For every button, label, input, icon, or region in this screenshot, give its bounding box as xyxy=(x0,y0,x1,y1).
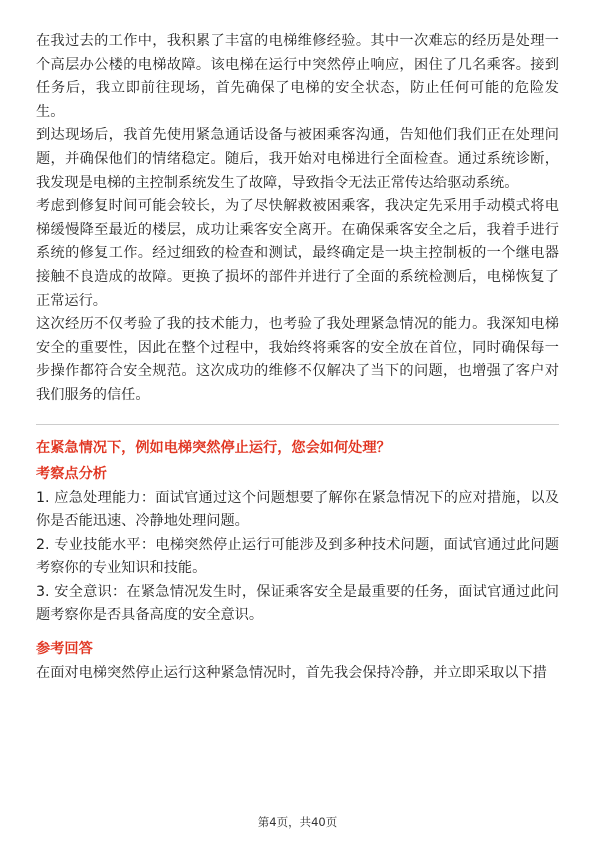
answer-text: 在面对电梯突然停止运行这种紧急情况时，首先我会保持冷静，并立即采取以下措 xyxy=(36,665,547,682)
intro-paragraph-3: 考虑到修复时间可能会较长，为了尽快解救被困乘客，我决定先采用手动模式将电梯缓慢降至最近的楼层，成功让乘客安全离开。在确保乘客安全之后，我着手进行系统的修复工作。经过细致的检查和测试，最终确定是一块主控制板的一个继电器接触不良造成的故障。更换了损坏的部件并进行了全面的系统检测后，电梯恢复了正常运行。 xyxy=(36,198,559,309)
intro-paragraph-1: 在我过去的工作中，我积累了丰富的电梯维修经验。其中一次难忘的经历是处理一个高层办公楼的电梯故障。该电梯在运行中突然停止响应，困住了几名乘客。接到任务后，我立即前往现场，首先确保了电梯的安全状态，防止任何可能的危险发生。 xyxy=(36,33,559,120)
analysis-heading: 考察点分析 xyxy=(36,465,107,482)
analysis-item-1: 1. 应急处理能力：面试官通过这个问题想要了解你在紧急情况下的应对措施，以及你是否能迅速、冷静地处理问题。 xyxy=(36,489,559,530)
intro-paragraph-4: 这次经历不仅考验了我的技术能力，也考验了我处理紧急情况的能力。我深知电梯安全的重要性，因此在整个过程中，我始终将乘客的安全放在首位，同时确保每一步操作都符合安全规范。这次成功的维修不仅解决了当下的问题，也增强了客户对我们服务的信任。 xyxy=(36,316,559,403)
interview-question: 在紧急情况下，例如电梯突然停止运行，您会如何处理？ xyxy=(36,439,391,456)
analysis-item-3: 3. 安全意识：在紧急情况发生时，保证乘客安全是最重要的任务，面试官通过此问题考察你是否具备高度的安全意识。 xyxy=(36,583,559,624)
page-footer: 第4页，共40页 xyxy=(257,815,338,829)
document-page xyxy=(36,30,559,686)
answer-heading: 参考回答 xyxy=(36,641,93,658)
intro-paragraph-2: 到达现场后，我首先使用紧急通话设备与被困乘客沟通，告知他们我们正在处理问题，并确保他们的情绪稳定。随后，我开始对电梯进行全面检查。通过系统诊断，我发现是电梯的主控制系统发生了故障，导致指令无法正常传达给驱动系统。 xyxy=(36,127,559,191)
analysis-item-2: 2. 专业技能水平：电梯突然停止运行可能涉及到多种技术问题，面试官通过此问题考察你的专业知识和技能。 xyxy=(36,536,559,577)
section-divider xyxy=(36,424,559,425)
